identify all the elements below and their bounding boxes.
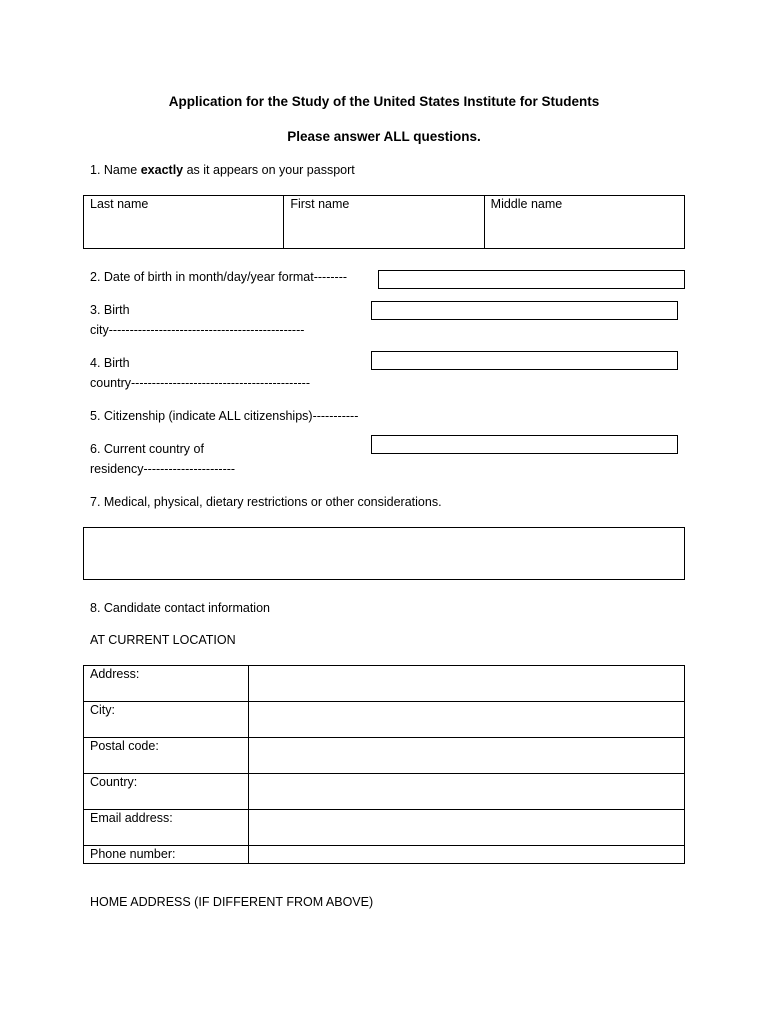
question-3-label-line1: 3. Birth [90, 303, 130, 317]
name-table [83, 195, 685, 249]
first-name-cell[interactable] [284, 196, 484, 249]
question-1-label [90, 163, 355, 177]
question-8-label: 8. Candidate contact information [90, 601, 270, 615]
email-address-field[interactable] [249, 810, 685, 846]
address-field[interactable] [249, 666, 685, 702]
question-6-label-line2: residency---------------------- [90, 462, 236, 476]
question-4-label-line1: 4. Birth [90, 356, 130, 370]
middle-name-cell[interactable] [484, 196, 684, 249]
question-1-emphasis: exactly [140, 163, 184, 177]
form-subtitle: Please answer ALL questions. [287, 129, 481, 144]
date-of-birth-field[interactable] [378, 270, 685, 289]
residency-country-field[interactable] [371, 435, 678, 454]
last-name-label: Last name [90, 197, 149, 211]
email-address-label: Email address: [84, 810, 249, 846]
city-label: City: [84, 702, 249, 738]
table-row [84, 810, 685, 846]
current-location-heading: AT CURRENT LOCATION [90, 633, 236, 647]
table-row [84, 738, 685, 774]
question-7-label: 7. Medical, physical, dietary restrictions or other considerations. [90, 495, 442, 509]
phone-number-label: Phone number: [84, 846, 249, 864]
table-row [84, 666, 685, 702]
address-label: Address: [84, 666, 249, 702]
question-3-label-line2: city----------------------------------------------- [90, 323, 305, 337]
form-title: Application for the Study of the United States Institute for Students [168, 94, 600, 109]
question-4-label-line2: country------------------------------------------- [90, 376, 310, 390]
home-address-heading: HOME ADDRESS (IF DIFFERENT FROM ABOVE) [90, 895, 374, 909]
country-field[interactable] [249, 774, 685, 810]
country-label: Country: [84, 774, 249, 810]
contact-table [83, 665, 685, 864]
city-field[interactable] [249, 702, 685, 738]
last-name-cell[interactable] [84, 196, 284, 249]
question-5-label: 5. Citizenship (indicate ALL citizenships)----------- [90, 409, 359, 423]
postal-code-field[interactable] [249, 738, 685, 774]
first-name-label: First name [290, 197, 350, 211]
table-row [84, 774, 685, 810]
table-row [84, 846, 685, 864]
table-row [84, 702, 685, 738]
question-2-label: 2. Date of birth in month/day/year format-------- [90, 270, 348, 284]
question-1-suffix: as it appears on your passport [183, 163, 355, 177]
medical-considerations-field[interactable] [83, 527, 685, 580]
postal-code-label: Postal code: [84, 738, 249, 774]
question-6-label-line1: 6. Current country of [90, 442, 204, 456]
question-1-prefix: 1. Name [90, 163, 141, 177]
phone-number-field[interactable] [249, 846, 685, 864]
middle-name-label: Middle name [490, 197, 563, 211]
birth-city-field[interactable] [371, 301, 678, 320]
birth-country-field[interactable] [371, 351, 678, 370]
